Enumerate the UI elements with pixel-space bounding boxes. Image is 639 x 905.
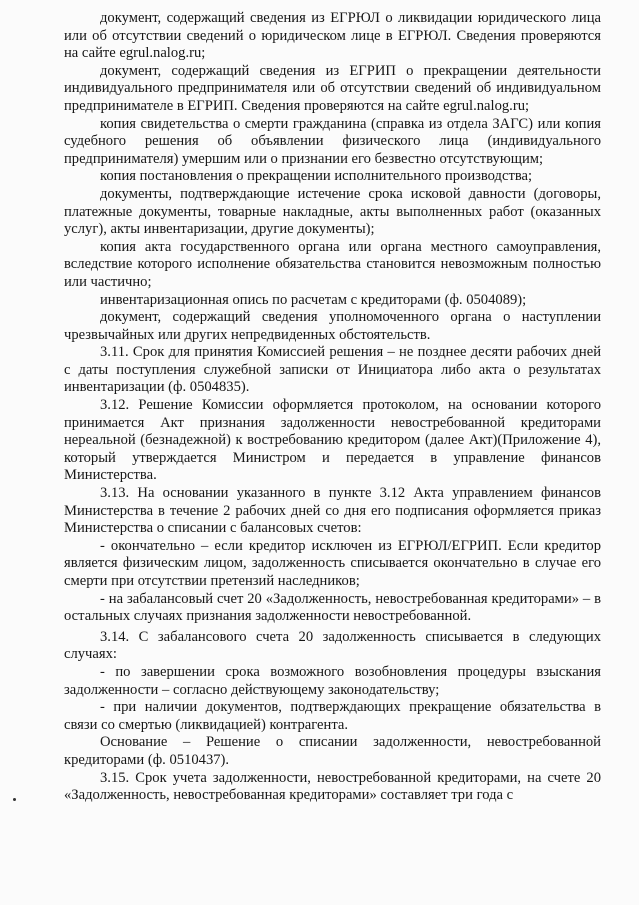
clause-3-15: 3.15. Срок учета задолженности, невостребованной кредиторами, на счете 20 «Задолженность, невостребованная кредиторами» составляет три года с [64, 769, 601, 804]
clause-3-14-item-documents: - при наличии документов, подтверждающих прекращение обязательства в связи со смертью (ликвидацией) контрагента. [64, 699, 601, 733]
paragraph-egrul-liquidation: документ, содержащий сведения из ЕГРЮЛ о ликвидации юридического лица или об отсутствии сведений о юридическом лице в ЕГРЮЛ. Сведения проверяются на сайте egrul.nalog.ru; [64, 10, 601, 62]
paragraph-death-certificate: копия свидетельства о смерти гражданина (справка из отдела ЗАГС) или копия судебного решения об объявлении физического лица (индивидуального предпринимателя) умершим или о признании его безвестно отсутствующим; [64, 115, 601, 167]
paragraph-government-act: копия акта государственного органа или органа местного самоуправления, вследствие которого исполнение обязательства становится невозможным полностью или частично; [64, 238, 601, 290]
clause-3-14: 3.14. С забалансового счета 20 задолженность списывается в следующих случаях: [64, 628, 601, 663]
paragraph-egrip-termination: документ, содержащий сведения из ЕГРИП о прекращении деятельности индивидуального предпринимателя или об отсутствии сведений об индивидуальном предпринимателе в ЕГРИП. Сведения проверяются на сайте egrul.nalog.ru; [64, 62, 601, 114]
clause-3-14-basis: Основание – Решение о списании задолженности, невостребованной кредиторами (ф. 0510437). [64, 734, 601, 768]
clause-3-11: 3.11. Срок для принятия Комиссией решения – не позднее десяти рабочих дней с даты поступления служебной записки от Инициатора либо акта о результатах инвентаризации (ф. 0504835). [64, 344, 601, 396]
clause-3-12: 3.12. Решение Комиссии оформляется протоколом, на основании которого принимается Акт признания задолженности невостребованной кредиторами нереальной (безнадежной) к востребованию кредитором (далее Акт)(Приложение 4), который утверждается Министром и передается в управление финансов Министерства. [64, 397, 601, 484]
paragraph-enforcement-termination: копия постановления о прекращении исполнительного производства; [100, 168, 533, 185]
scan-artifact-dot [13, 798, 16, 801]
paragraph-inventory-list: инвентаризационная опись по расчетам с кредиторами (ф. 0504089); [100, 291, 527, 308]
clause-3-14-item-term-end: - по завершении срока возможного возобновления процедуры взыскания задолженности – согласно действующему законодательству; [64, 663, 601, 698]
paragraph-limitation-period: документы, подтверждающие истечение срока исковой давности (договоры, платежные документы, товарные накладные, акты выполненных работ (оказанных услуг), акты инвентаризации, другие документы); [64, 185, 601, 238]
clause-3-13-item-offbalance: - на забалансовый счет 20 «Задолженность, невостребованная кредиторами» – в остальных случаях признания задолженности невостребованной. [64, 590, 601, 625]
paragraph-emergency-circumstances: документ, содержащий сведения уполномоченного органа о наступлении чрезвычайных или других непредвиденных обстоятельств. [64, 309, 601, 343]
clause-3-13: 3.13. На основании указанного в пункте 3.12 Акта управлением финансов Министерства в течение 2 рабочих дней со дня его подписания оформляется приказ Министерства о списании с балансовых счетов: [64, 485, 601, 537]
clause-3-13-item-final: - окончательно – если кредитор исключен из ЕГРЮЛ/ЕГРИП. Если кредитор является физическим лицом, задолженность списывается окончательно в случае его смерти при отсутствии претензий наследников; [64, 537, 601, 589]
